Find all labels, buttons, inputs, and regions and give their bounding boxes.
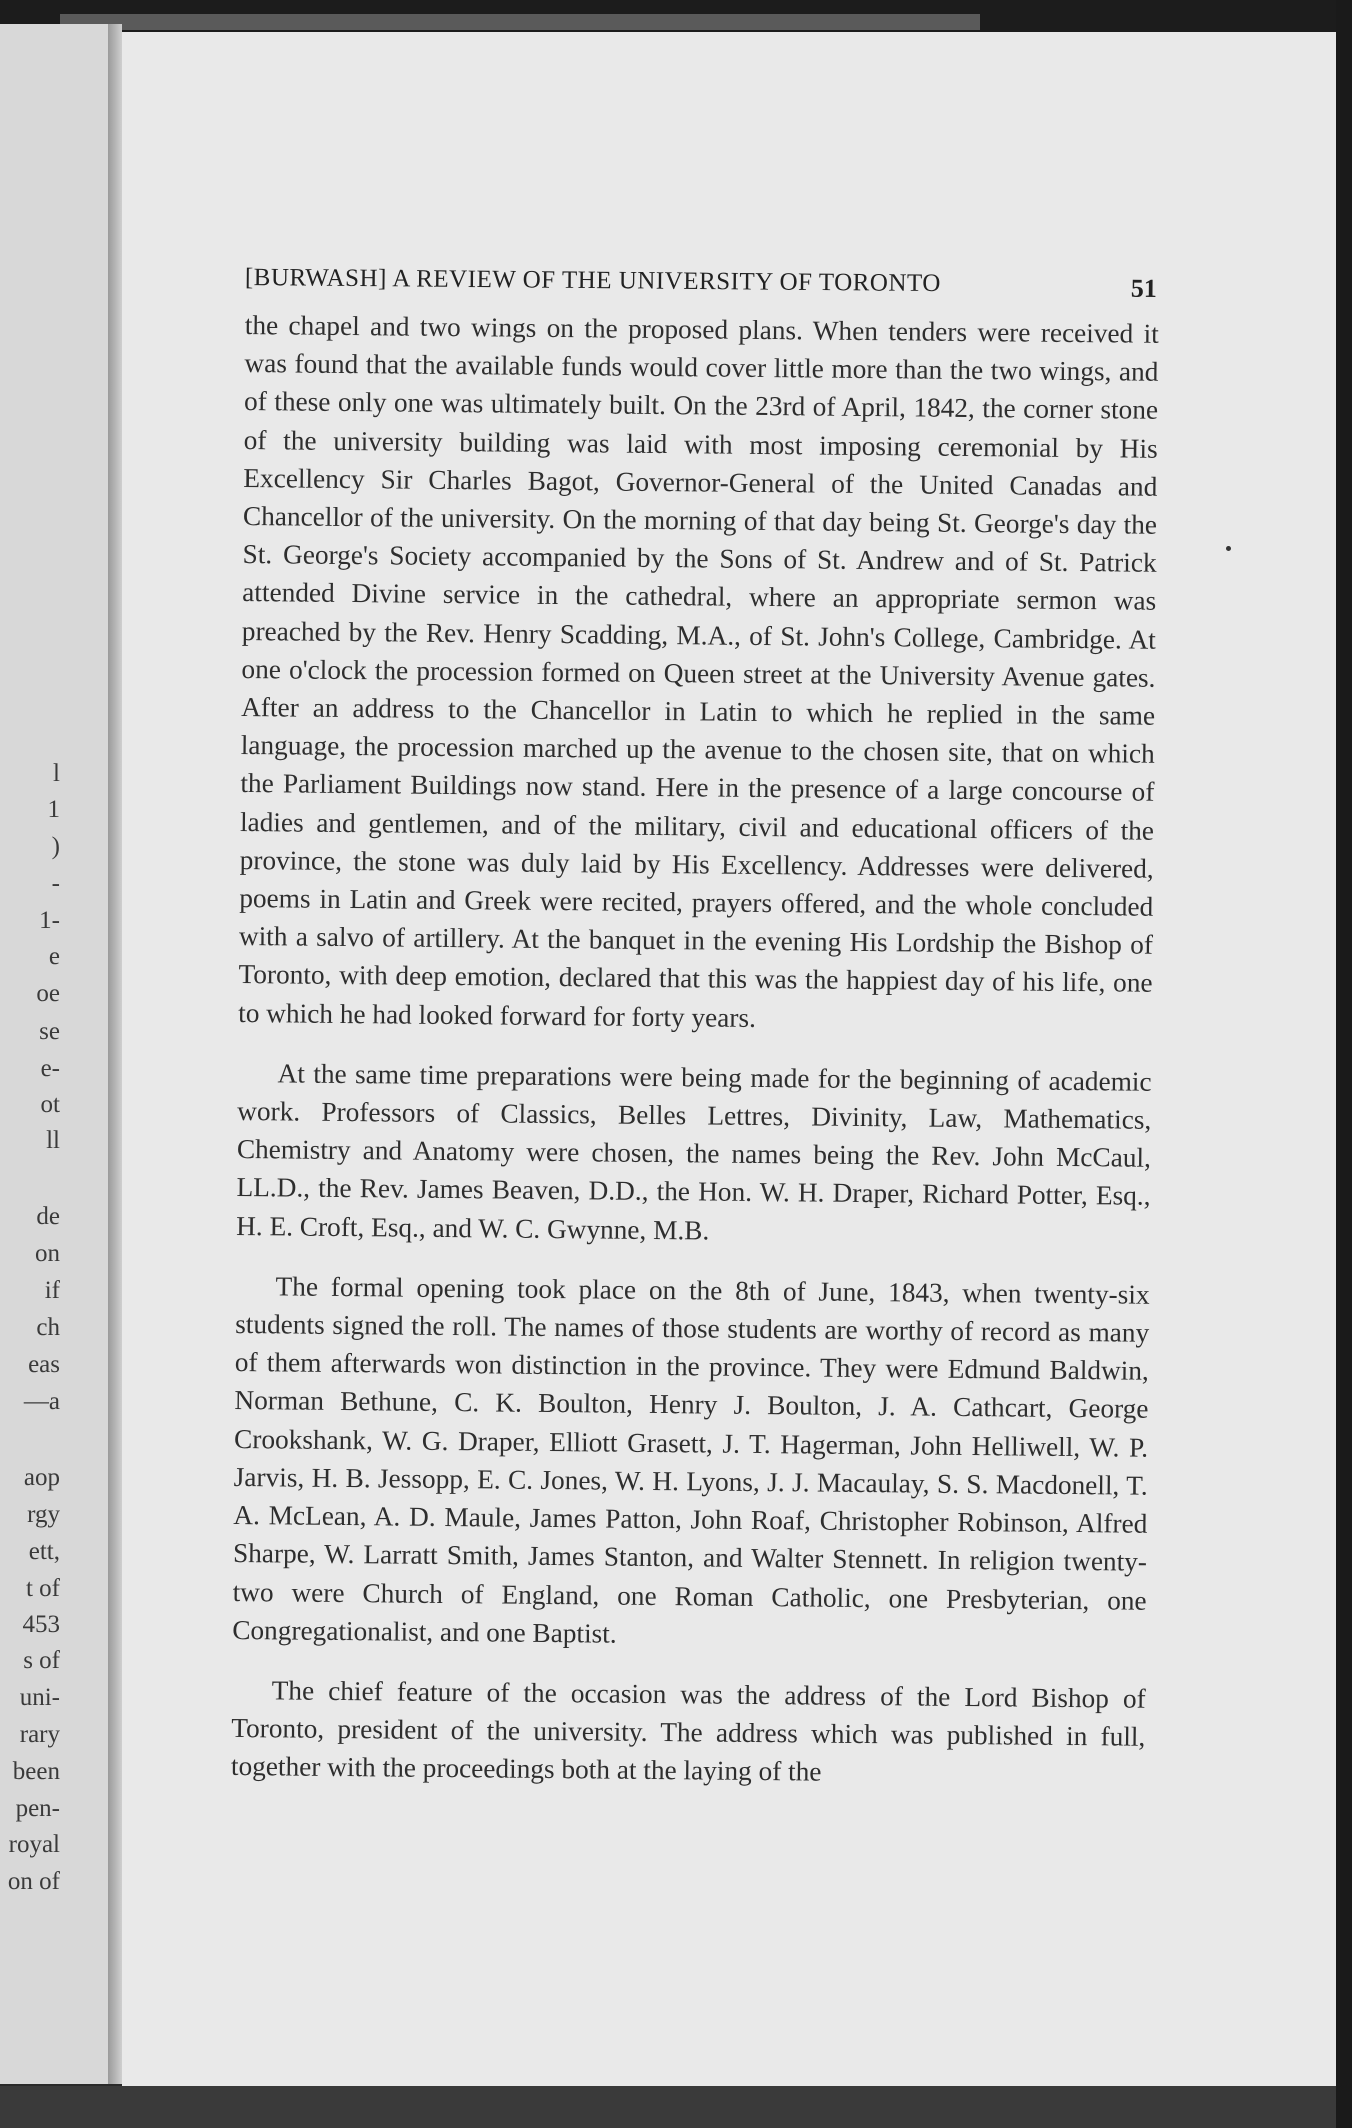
facing-page-fragment: been bbox=[12, 1758, 60, 1785]
paragraph: At the same time preparations were being made for the beginning of academic work. Professors of Classics, Belles Lettres, Divinity, Law, Mathematics, Chemistry and Anatomy were chosen, the names being the Rev. John McCaul, LL.D., the Rev. James Beaven, D.D., the Hon. W. H. Draper, Richard Potter, Esq., H. E. Croft, Esq., and W. C. Gwynne, M.B. bbox=[236, 1058, 1152, 1246]
facing-page-fragment: pen- bbox=[15, 1795, 60, 1822]
paragraph: The formal opening took place on the 8th of June, 1843, when twenty-six students signed the roll. The names of those students are worthy of record as many of them afterwards won distinction in the province. They were Edmund Baldwin, Norman Bethune, C. K. Boulton, Henry J. Boulton, J. A. Cathcart, George Crookshank, W. G. Draper, Elliott Grasett, J. T. Hagerman, John Helliwell, W. P. Jarvis, H. B. Jessopp, E. C. Jones, W. H. Lyons, J. J. Macaulay, S. S. Macdonell, T. A. McLean, A. D. Maule, James Patton, John Roaf, Christopher Robinson, Alfred Sharpe, W. Larratt Smith, James Stanton, and Walter Stennett. In religion twenty-two were Church of England, one Roman Catholic, one Presbyterian, one Congregationalist, and one Baptist. bbox=[232, 1271, 1150, 1649]
facing-page-fragment: aop bbox=[23, 1464, 60, 1491]
scan-bottom-border bbox=[0, 2086, 1352, 2128]
paragraph: The chief feature of the occasion was the address of the Lord Bishop of Toronto, president of the university. The address which was published in full, together with the proceedings both at the laying of the bbox=[230, 1675, 1146, 1787]
scan-right-border bbox=[1336, 0, 1352, 2128]
facing-page-fragment: —a bbox=[23, 1388, 60, 1415]
facing-page-fragment: if bbox=[44, 1277, 60, 1304]
running-head: [BURWASH] A REVIEW OF THE UNIVERSITY OF TORONTO bbox=[244, 264, 941, 298]
facing-page-fragment: rgy bbox=[27, 1501, 60, 1528]
facing-page-fragment: 1- bbox=[39, 907, 60, 934]
facing-page-edge bbox=[0, 24, 120, 2084]
facing-page-fragment: uni- bbox=[19, 1684, 60, 1711]
facing-page-fragment: se bbox=[39, 1018, 60, 1045]
facing-page-fragment: - bbox=[51, 870, 60, 897]
facing-page-fragment: ett, bbox=[28, 1538, 60, 1565]
facing-page-fragment: royal bbox=[8, 1831, 60, 1858]
body-text bbox=[231, 306, 1159, 1816]
page-number: 51 bbox=[1130, 273, 1157, 303]
facing-page-fragment: e bbox=[48, 943, 60, 970]
facing-page-fragment: ) bbox=[51, 833, 60, 860]
facing-page-fragment: on bbox=[35, 1240, 60, 1267]
facing-page-fragment: 453 bbox=[22, 1611, 60, 1638]
book-gutter bbox=[108, 24, 122, 2084]
facing-page-fragment: ot bbox=[40, 1091, 60, 1118]
facing-page-fragment: t of bbox=[25, 1575, 60, 1602]
paragraph: the chapel and two wings on the proposed plans. When tenders were received it was found that the available funds would cover little more than the two wings, and of these only one was ultimately built. On the 23rd of April, 1842, the corner stone of the university building was laid with most imposing ceremonial by His Excellency Sir Charles Bagot, Governor-General of the United Canadas and Chancellor of the university. On the morning of that day being St. George's day the St. George's Society accompanied by the Sons of St. Andrew and of St. Patrick attended Divine service in the cathedral, where an appropriate sermon was preached by the Rev. Henry Scadding, M.A., of St. John's College, Cambridge. At one o'clock the procession formed on Queen street at the University Avenue gates. After an address to the Chancellor in Latin to which he replied in the same language, the procession marched up the avenue to the chosen site, that on which the Parliament Buildings now stand. Here in the presence of a large concourse of ladies and gentlemen, and of the military, civil and educational officers of the province, the stone was duly laid by His Excellency. Addresses were delivered, poems in Latin and Greek were recited, prayers offered, and the whole concluded with a salvo of artillery. At the banquet in the evening His Lordship the Bishop of Toronto, with deep emotion, declared that this was the happiest day of his life, one to which he had looked forward for forty years. bbox=[238, 309, 1159, 1033]
facing-page-fragment: l bbox=[53, 760, 60, 787]
facing-page-fragment: 1 bbox=[47, 796, 60, 823]
facing-page-fragment: ll bbox=[46, 1127, 60, 1154]
facing-page-fragment: e- bbox=[40, 1055, 60, 1082]
facing-page-fragment: oe bbox=[36, 980, 60, 1007]
facing-page-fragment: de bbox=[36, 1203, 60, 1230]
scan-top-highlight bbox=[60, 14, 980, 30]
facing-page-fragment: on of bbox=[7, 1868, 60, 1895]
facing-page-fragment: ch bbox=[36, 1314, 60, 1341]
facing-page-fragment: eas bbox=[28, 1351, 60, 1378]
ink-speck bbox=[1226, 546, 1231, 551]
facing-page-fragment: s of bbox=[23, 1647, 60, 1674]
page-header bbox=[245, 264, 1157, 310]
facing-page-fragment: rary bbox=[19, 1721, 60, 1748]
